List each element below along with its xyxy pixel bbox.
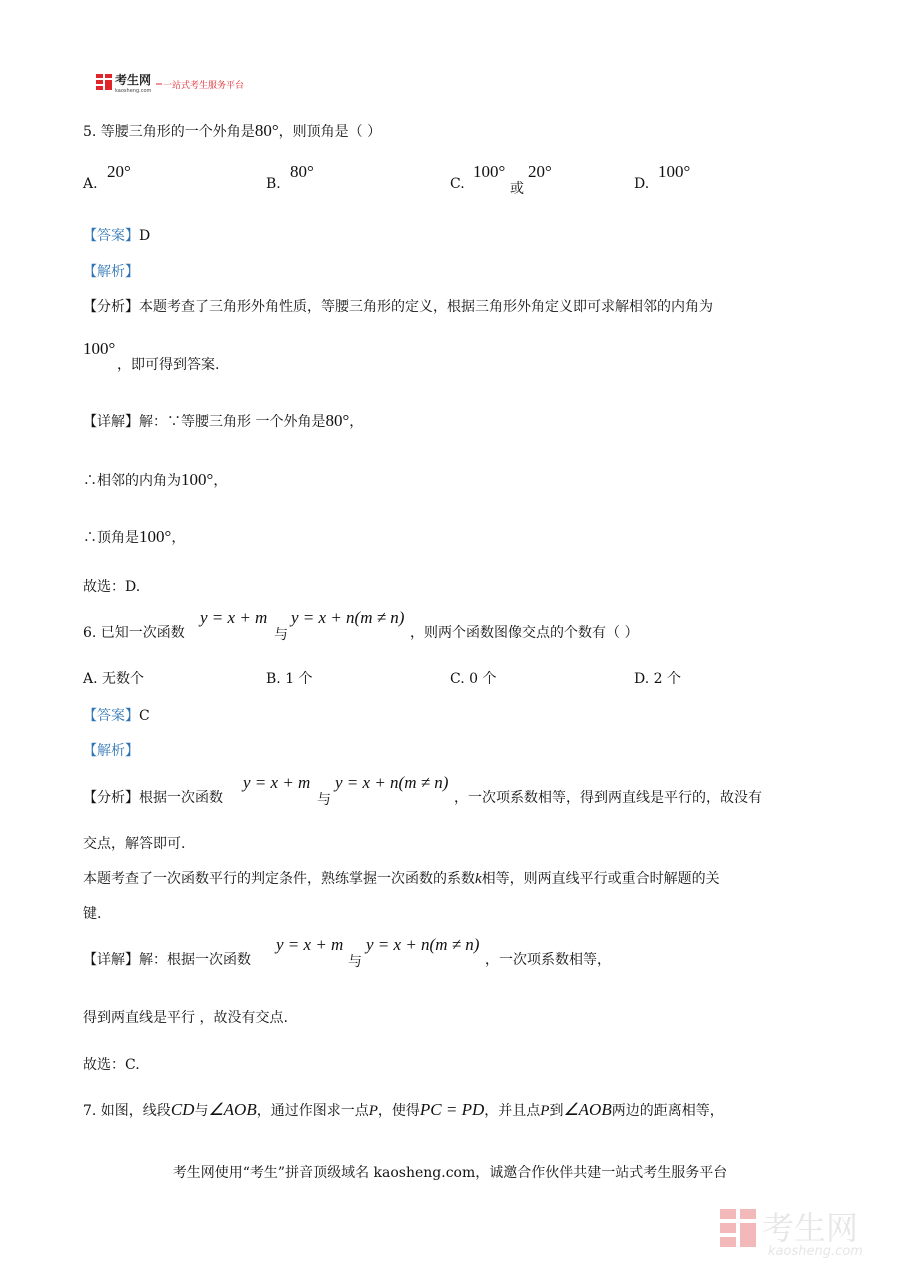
q5-answer: 【答案】D bbox=[83, 228, 151, 244]
q6-fenxi-line2: 交点，解答即可. bbox=[83, 836, 186, 852]
q6-xiangjie-func1: y = x + m bbox=[276, 935, 344, 954]
q5-opt-b-label: B. bbox=[266, 176, 281, 192]
q5-stem: 5. 等腰三角形的一个外角是80°，则顶角是（ ） bbox=[83, 121, 382, 140]
q6-choose: 故选：C. bbox=[83, 1057, 140, 1073]
q6-answer: 【答案】C bbox=[83, 708, 150, 724]
q6-fenxi-func1: y = x + m bbox=[243, 773, 311, 792]
q6-xiangjie-suffix: ，一次项系数相等， bbox=[485, 952, 611, 968]
q6-xiangjie-prefix: 【详解】解：根据一次函数 bbox=[83, 952, 251, 968]
q6-conj: 与 bbox=[274, 627, 288, 643]
q5-line3: ∴顶角是100°， bbox=[83, 527, 186, 546]
logo-text: 考生网 bbox=[115, 73, 152, 87]
q5-opt-b-value: 80° bbox=[290, 162, 314, 181]
header-logo bbox=[96, 72, 276, 98]
q6-func2: y = x + n(m ≠ n) bbox=[291, 608, 405, 627]
q5-choose: 故选：D. bbox=[83, 579, 141, 595]
q6-xiangjie-conj: 与 bbox=[348, 954, 362, 970]
q6-fenxi-prefix: 【分析】根据一次函数 bbox=[83, 790, 223, 806]
q6-func1: y = x + m bbox=[200, 608, 268, 627]
q5-opt-c-label: C. bbox=[450, 176, 465, 192]
watermark-logo-icon bbox=[718, 1203, 883, 1263]
q5-opt-c-or: 或 bbox=[510, 181, 524, 197]
watermark-domain: kaosheng.com bbox=[768, 1244, 863, 1259]
q5-opt-a-value: 20° bbox=[107, 162, 131, 181]
q6-note-line1: 本题考查了一次函数平行的判定条件，熟练掌握一次函数的系数k相等，则两直线平行或重合时解题的关 bbox=[83, 871, 720, 887]
q7-stem: 7. 如图，线段CD与∠AOB，通过作图求一点P，使得PC = PD，并且点P到∠AOB两边的距离相等， bbox=[83, 1100, 724, 1119]
q6-fenxi-suffix: ，一次项系数相等，得到两直线是平行的，故没有 bbox=[454, 790, 762, 806]
q5-opt-c-value1: 100° bbox=[473, 162, 506, 181]
q6-line2: 得到两直线是平行 ，故没有交点. bbox=[83, 1010, 288, 1026]
q6-opt-a: A. 无数个 bbox=[83, 671, 145, 687]
logo-domain: kaosheng.com bbox=[115, 88, 152, 94]
q6-stem-suffix: ，则两个函数图像交点的个数有（ ） bbox=[410, 625, 639, 641]
watermark bbox=[718, 1203, 883, 1267]
q6-opt-d: D. 2 个 bbox=[634, 671, 681, 687]
q5-fenxi-end: ，即可得到答案. bbox=[117, 357, 220, 373]
q5-analysis-tag: 【解析】 bbox=[83, 264, 139, 280]
q5-line2: ∴相邻的内角为100°， bbox=[83, 470, 228, 489]
footer-text: 考生网使用“考生”拼音顶级域名 kaosheng.com，诚邀合作伙伴共建一站式考生服务平台 bbox=[172, 1165, 728, 1181]
q5-xiangjie: 【详解】解：∵等腰三角形 一个外角是80°， bbox=[83, 411, 364, 430]
q5-fenxi-math: 100° bbox=[83, 339, 116, 358]
q6-fenxi-func2: y = x + n(m ≠ n) bbox=[335, 773, 449, 792]
q6-analysis-tag: 【解析】 bbox=[83, 743, 139, 759]
q6-fenxi-conj: 与 bbox=[317, 792, 331, 808]
q5-opt-a-label: A. bbox=[83, 176, 98, 192]
watermark-text: 考生网 bbox=[762, 1209, 859, 1247]
logo-slogan: 一站式考生服务平台 bbox=[163, 81, 245, 91]
q6-stem-prefix: 6. 已知一次函数 bbox=[83, 625, 185, 641]
q5-opt-d-label: D. bbox=[634, 176, 650, 192]
kaosheng-logo-icon bbox=[96, 72, 276, 94]
q5-fenxi: 【分析】本题考查了三角形外角性质，等腰三角形的定义，根据三角形外角定义即可求解相邻的内角为 bbox=[83, 299, 713, 315]
q6-note-line2: 键. bbox=[83, 906, 102, 922]
q6-xiangjie-func2: y = x + n(m ≠ n) bbox=[366, 935, 480, 954]
q5-opt-d-value: 100° bbox=[658, 162, 691, 181]
q6-opt-c: C. 0 个 bbox=[450, 671, 497, 687]
q6-opt-b: B. 1 个 bbox=[266, 671, 313, 687]
q5-opt-c-value2: 20° bbox=[528, 162, 552, 181]
